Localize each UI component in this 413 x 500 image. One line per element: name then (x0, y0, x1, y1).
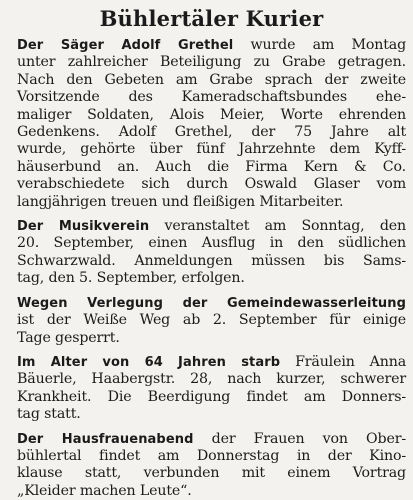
article-lead: Wegen Verlegung der Gemeindewasserleitung (17, 295, 406, 311)
article-obituary-baeuerle (17, 354, 406, 424)
article-line: ist der Weiße Weg ab 2. September für einige (17, 312, 406, 329)
article-line: tag statt. (17, 406, 81, 423)
article-line: 20. September, einen Ausflug in den südlichen (17, 235, 406, 252)
article-line: klause statt, verbunden mit einem Vortrag (17, 465, 406, 482)
article-wasserleitung (17, 295, 406, 347)
article-lead: Im Alter von 64 Jahren starb (17, 354, 281, 370)
article-line (17, 354, 406, 371)
article-line: Bäuerle, Haabergstr. 28, nach kurzer, schwerer (17, 371, 406, 388)
article-line: Tage gesperrt. (17, 329, 120, 346)
article-funeral-grethel (17, 37, 406, 211)
article-text: der Frauen von Ober- (193, 430, 406, 447)
article-line: Vorsitzende des Kameradschaftsbundes ehe- (17, 89, 406, 106)
article-text: wurde am Montag (233, 37, 406, 53)
article-line: „Kleider machen Leute“. (17, 482, 192, 499)
article-line (17, 37, 406, 54)
article-line: verabschiedete sich durch Oswald Glaser vom (17, 176, 406, 193)
article-line: unter zahlreicher Beteiligung zu Grabe getragen. (17, 54, 406, 71)
article-lead: Der Hausfrauenabend (17, 431, 194, 447)
article-line: langjährigen treuen und fleißigen Mitarbeiter. (17, 193, 344, 210)
article-line: Krankheit. Die Beerdigung findet am Donners- (17, 388, 406, 405)
article-line: tag, den 5. September, erfolgen. (17, 270, 245, 287)
article-musikverein (17, 218, 406, 288)
article-lead: Der Säger Adolf Grethel (17, 38, 234, 53)
article-line: maliger Soldaten, Alois Meier, Worte ehrenden (17, 106, 406, 123)
article-lead: Der Musikverein (17, 219, 150, 235)
article-line (17, 431, 406, 448)
article-hausfrauenabend (17, 431, 406, 500)
article-line: wurde, gehörte über fünf Jahrzehnte dem Kyff- (17, 141, 406, 158)
article-line: häuserbund an. Auch die Firma Kern & Co. (17, 158, 406, 175)
article-line: bühlertal findet am Donnerstag in der Kino- (17, 447, 406, 464)
newspaper-title: Bühlertäler Kurier (99, 6, 324, 31)
article-line (17, 295, 406, 312)
article-text: Fräulein Anna (280, 353, 406, 370)
article-line (17, 218, 406, 235)
article-line: Gedenkens. Adolf Grethel, der 75 Jahre alt (17, 124, 406, 141)
article-text: veranstaltet am Sonntag, den (149, 218, 406, 235)
article-line: Schwarzwald. Anmeldungen müssen bis Sams- (17, 252, 406, 269)
article-line: Nach den Gebeten am Grabe sprach der zweite (17, 71, 406, 88)
